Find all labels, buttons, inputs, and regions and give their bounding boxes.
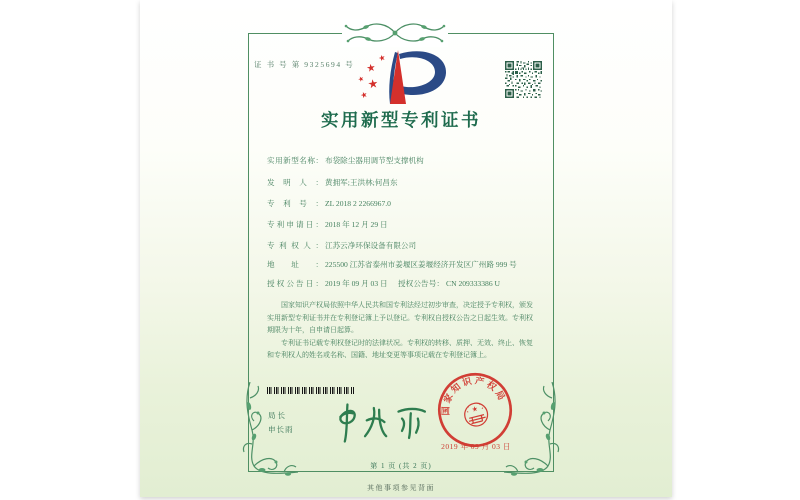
field-label: 专利申请日： xyxy=(267,220,323,229)
field-row-patentee xyxy=(267,240,557,251)
seal-text: 国家知识产权局 xyxy=(440,375,508,416)
field-row-patent-no xyxy=(267,198,557,209)
paragraph: 专利证书记载专利权登记时的法律状况。专利权的转移、质押、无效、终止、恢复和专利权人的姓名或名称、国籍、地址变更等事项记载在专利登记簿上。 xyxy=(267,338,533,360)
seal-date: 2019 年 09 月 03 日 xyxy=(441,442,511,451)
field-value: 2019 年 09 月 03 日 xyxy=(325,279,388,288)
statutory-text xyxy=(267,299,533,362)
page-number: 第 1 页 (共 2 页) xyxy=(370,462,432,470)
field-row-inventors xyxy=(267,177,557,188)
bottom-right-flourish-ornament xyxy=(502,382,562,478)
field-value: 黄拥军;王洪林;何昌东 xyxy=(325,178,398,187)
field-value: CN 209333386 U xyxy=(446,279,501,288)
top-flourish-ornament xyxy=(342,19,448,47)
bottom-left-flourish-ornament xyxy=(240,382,300,478)
field-value: 225500 江苏省泰州市姜堰区姜堰经济开发区广州路 999 号 xyxy=(325,260,517,269)
certificate-paper xyxy=(140,0,672,497)
field-label: 授权公告号： xyxy=(398,279,444,288)
field-value: 江苏云净环保设备有限公司 xyxy=(325,241,417,250)
field-value: 布袋除尘器用调节型支撑机构 xyxy=(325,156,424,165)
paragraph: 国家知识产权局依照中华人民共和国专利法经过初步审查，决定授予专利权，颁发实用新型专利证书并在专利登记簿上予以登记。专利权自授权公告之日起生效。专利权期限为十年，自申请日起算。 xyxy=(267,301,533,335)
back-side-note: 其他事项参见背面 xyxy=(367,484,435,492)
field-label: 专利权人： xyxy=(267,241,323,250)
field-value: 2018 年 12 月 29 日 xyxy=(325,220,388,229)
field-group-pub-no xyxy=(398,278,500,289)
field-label: 地址： xyxy=(267,260,323,269)
field-row-name xyxy=(267,155,557,166)
field-row-filing-date xyxy=(267,219,557,230)
field-row-address xyxy=(267,259,557,270)
field-label: 实用新型名称： xyxy=(267,156,323,165)
field-label: 专利号： xyxy=(267,199,323,208)
signer-name: 申长雨 xyxy=(268,425,294,434)
cnipa-patent-logo-icon xyxy=(353,44,457,106)
field-value: ZL 2018 2 2266967.0 xyxy=(325,199,391,208)
field-label: 发明人： xyxy=(267,178,323,187)
certificate-number: 证 书 号 第 9325694 号 xyxy=(254,60,355,69)
national-emblem-icon xyxy=(462,401,490,429)
qr-code-icon xyxy=(505,60,542,99)
director-signature xyxy=(326,401,434,445)
signer-title: 局长 xyxy=(268,411,287,420)
certificate-title: 实用新型专利证书 xyxy=(321,110,481,130)
field-label: 授权公告日： xyxy=(267,279,323,288)
field-row-grant xyxy=(267,278,557,289)
